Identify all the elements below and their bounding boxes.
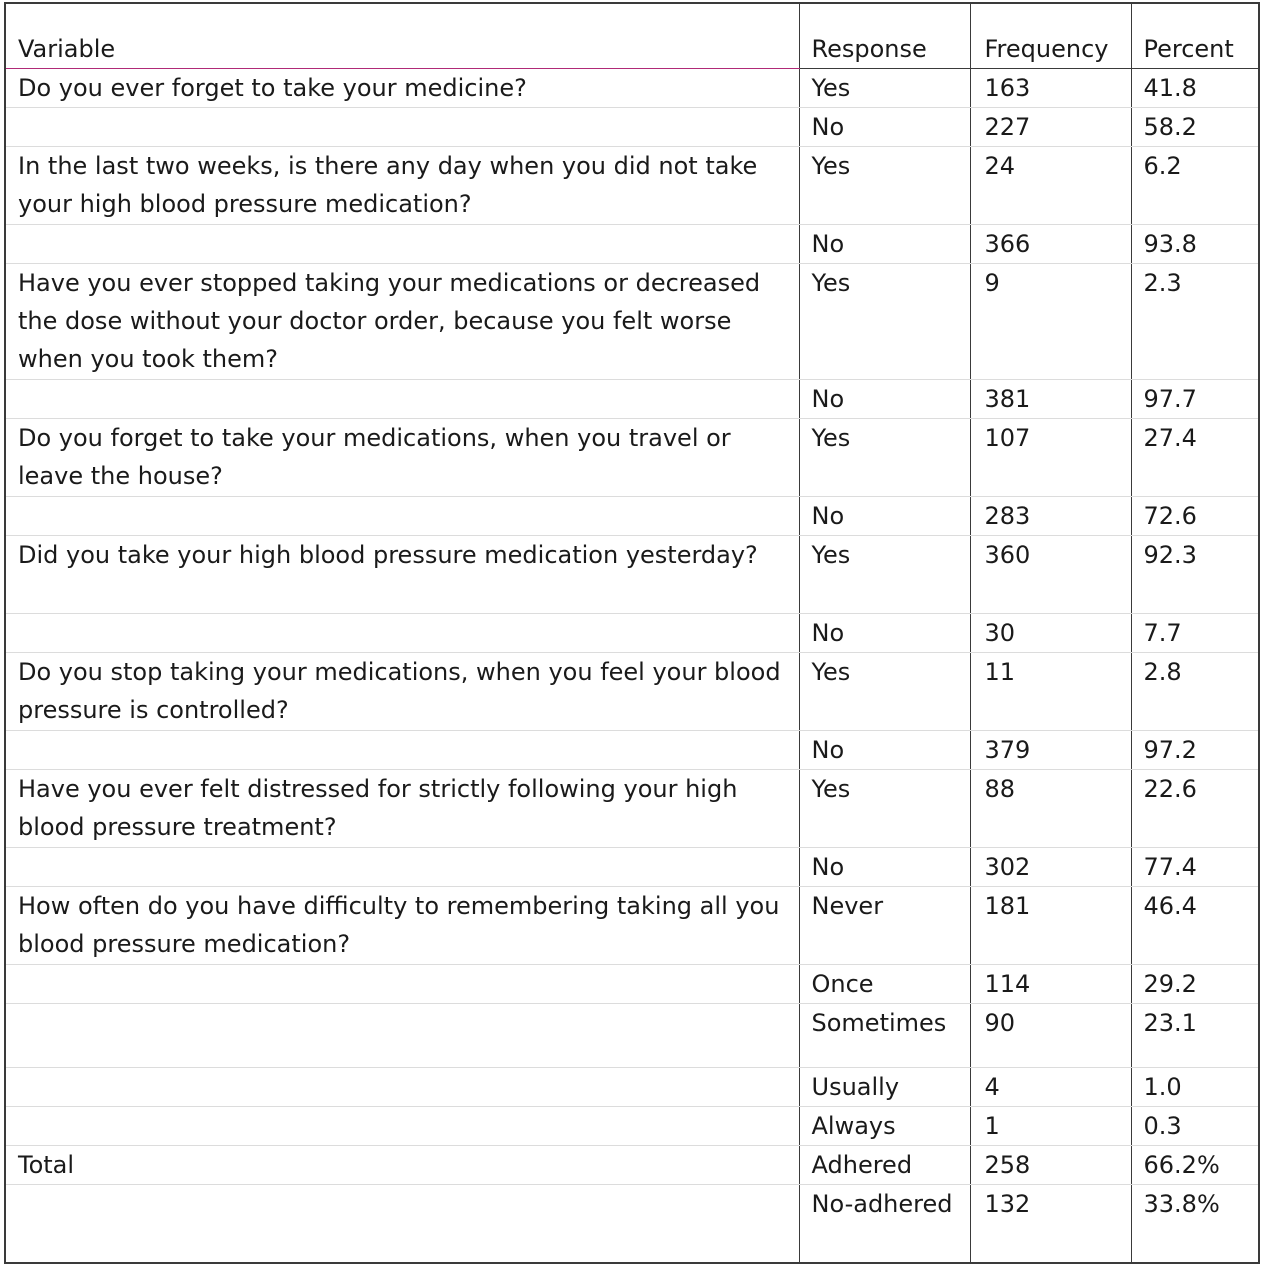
table-row	[5, 147, 1259, 225]
variable-cell: In the last two weeks, is there any day when you did not take your high blood pressure medication?	[5, 147, 799, 225]
percent-cell: 22.6	[1131, 770, 1259, 848]
response-cell: Once	[799, 965, 970, 1004]
variable-cell	[5, 614, 799, 653]
response-cell: No-adhered	[799, 1185, 970, 1264]
variable-cell	[5, 497, 799, 536]
table-row	[5, 887, 1259, 965]
response-cell: Usually	[799, 1068, 970, 1107]
percent-cell: 29.2	[1131, 965, 1259, 1004]
response-cell: No	[799, 848, 970, 887]
table-row	[5, 1146, 1259, 1185]
frequency-cell: 1	[970, 1107, 1131, 1146]
frequency-cell: 90	[970, 1004, 1131, 1068]
percent-cell: 41.8	[1131, 69, 1259, 108]
table-row	[5, 653, 1259, 731]
table-row	[5, 1004, 1259, 1068]
variable-cell	[5, 380, 799, 419]
table-row	[5, 108, 1259, 147]
frequency-cell: 30	[970, 614, 1131, 653]
variable-cell: Did you take your high blood pressure medication yesterday?	[5, 536, 799, 614]
variable-cell	[5, 108, 799, 147]
response-cell: Yes	[799, 770, 970, 848]
header-percent: Percent	[1131, 3, 1259, 69]
table-row	[5, 965, 1259, 1004]
variable-cell	[5, 1185, 799, 1264]
variable-cell	[5, 731, 799, 770]
response-cell: No	[799, 108, 970, 147]
frequency-cell: 11	[970, 653, 1131, 731]
header-variable: Variable	[5, 3, 799, 69]
response-cell: Sometimes	[799, 1004, 970, 1068]
table-row	[5, 1107, 1259, 1146]
response-cell: Yes	[799, 419, 970, 497]
frequency-cell: 163	[970, 69, 1131, 108]
percent-cell: 92.3	[1131, 536, 1259, 614]
variable-cell	[5, 1068, 799, 1107]
frequency-cell: 181	[970, 887, 1131, 965]
table-row	[5, 69, 1259, 108]
frequency-cell: 107	[970, 419, 1131, 497]
variable-cell	[5, 965, 799, 1004]
variable-cell	[5, 848, 799, 887]
response-cell: Never	[799, 887, 970, 965]
variable-cell: Do you forget to take your medications, when you travel or leave the house?	[5, 419, 799, 497]
frequency-cell: 283	[970, 497, 1131, 536]
table-row	[5, 731, 1259, 770]
percent-cell: 58.2	[1131, 108, 1259, 147]
table-row	[5, 1068, 1259, 1107]
response-cell: Yes	[799, 147, 970, 225]
percent-cell: 2.3	[1131, 264, 1259, 380]
variable-cell	[5, 1004, 799, 1068]
percent-cell: 0.3	[1131, 1107, 1259, 1146]
header-frequency: Frequency	[970, 3, 1131, 69]
adherence-table	[4, 2, 1260, 1264]
percent-cell: 33.8%	[1131, 1185, 1259, 1264]
percent-cell: 77.4	[1131, 848, 1259, 887]
percent-cell: 97.7	[1131, 380, 1259, 419]
response-cell: Yes	[799, 264, 970, 380]
header-row	[5, 3, 1259, 69]
percent-cell: 46.4	[1131, 887, 1259, 965]
variable-cell	[5, 225, 799, 264]
variable-cell: Have you ever felt distressed for strictly following your high blood pressure treatment?	[5, 770, 799, 848]
variable-cell: Do you ever forget to take your medicine?	[5, 69, 799, 108]
variable-cell: How often do you have difficulty to remembering taking all you blood pressure medication?	[5, 887, 799, 965]
variable-cell: Have you ever stopped taking your medications or decreased the dose without your doctor order, because you felt worse when you took them?	[5, 264, 799, 380]
frequency-cell: 366	[970, 225, 1131, 264]
frequency-cell: 88	[970, 770, 1131, 848]
response-cell: Yes	[799, 653, 970, 731]
table-row	[5, 380, 1259, 419]
frequency-cell: 379	[970, 731, 1131, 770]
table-row	[5, 848, 1259, 887]
frequency-cell: 132	[970, 1185, 1131, 1264]
frequency-cell: 24	[970, 147, 1131, 225]
frequency-cell: 4	[970, 1068, 1131, 1107]
frequency-cell: 9	[970, 264, 1131, 380]
frequency-cell: 227	[970, 108, 1131, 147]
response-cell: No	[799, 497, 970, 536]
response-cell: Yes	[799, 69, 970, 108]
table-row	[5, 536, 1259, 614]
response-cell: No	[799, 731, 970, 770]
table-row	[5, 225, 1259, 264]
response-cell: No	[799, 225, 970, 264]
percent-cell: 27.4	[1131, 419, 1259, 497]
response-cell: No	[799, 614, 970, 653]
table-row	[5, 770, 1259, 848]
percent-cell: 23.1	[1131, 1004, 1259, 1068]
response-cell: Adhered	[799, 1146, 970, 1185]
frequency-cell: 114	[970, 965, 1131, 1004]
header-response: Response	[799, 3, 970, 69]
variable-cell: Total	[5, 1146, 799, 1185]
frequency-cell: 258	[970, 1146, 1131, 1185]
table-row	[5, 264, 1259, 380]
frequency-cell: 381	[970, 380, 1131, 419]
response-cell: Always	[799, 1107, 970, 1146]
response-cell: Yes	[799, 536, 970, 614]
frequency-cell: 360	[970, 536, 1131, 614]
percent-cell: 72.6	[1131, 497, 1259, 536]
percent-cell: 7.7	[1131, 614, 1259, 653]
percent-cell: 1.0	[1131, 1068, 1259, 1107]
percent-cell: 97.2	[1131, 731, 1259, 770]
percent-cell: 66.2%	[1131, 1146, 1259, 1185]
variable-cell	[5, 1107, 799, 1146]
percent-cell: 6.2	[1131, 147, 1259, 225]
variable-cell: Do you stop taking your medications, when you feel your blood pressure is controlled?	[5, 653, 799, 731]
frequency-cell: 302	[970, 848, 1131, 887]
percent-cell: 2.8	[1131, 653, 1259, 731]
table-row	[5, 419, 1259, 497]
table-row	[5, 497, 1259, 536]
percent-cell: 93.8	[1131, 225, 1259, 264]
response-cell: No	[799, 380, 970, 419]
table-row	[5, 1185, 1259, 1264]
table-row	[5, 614, 1259, 653]
